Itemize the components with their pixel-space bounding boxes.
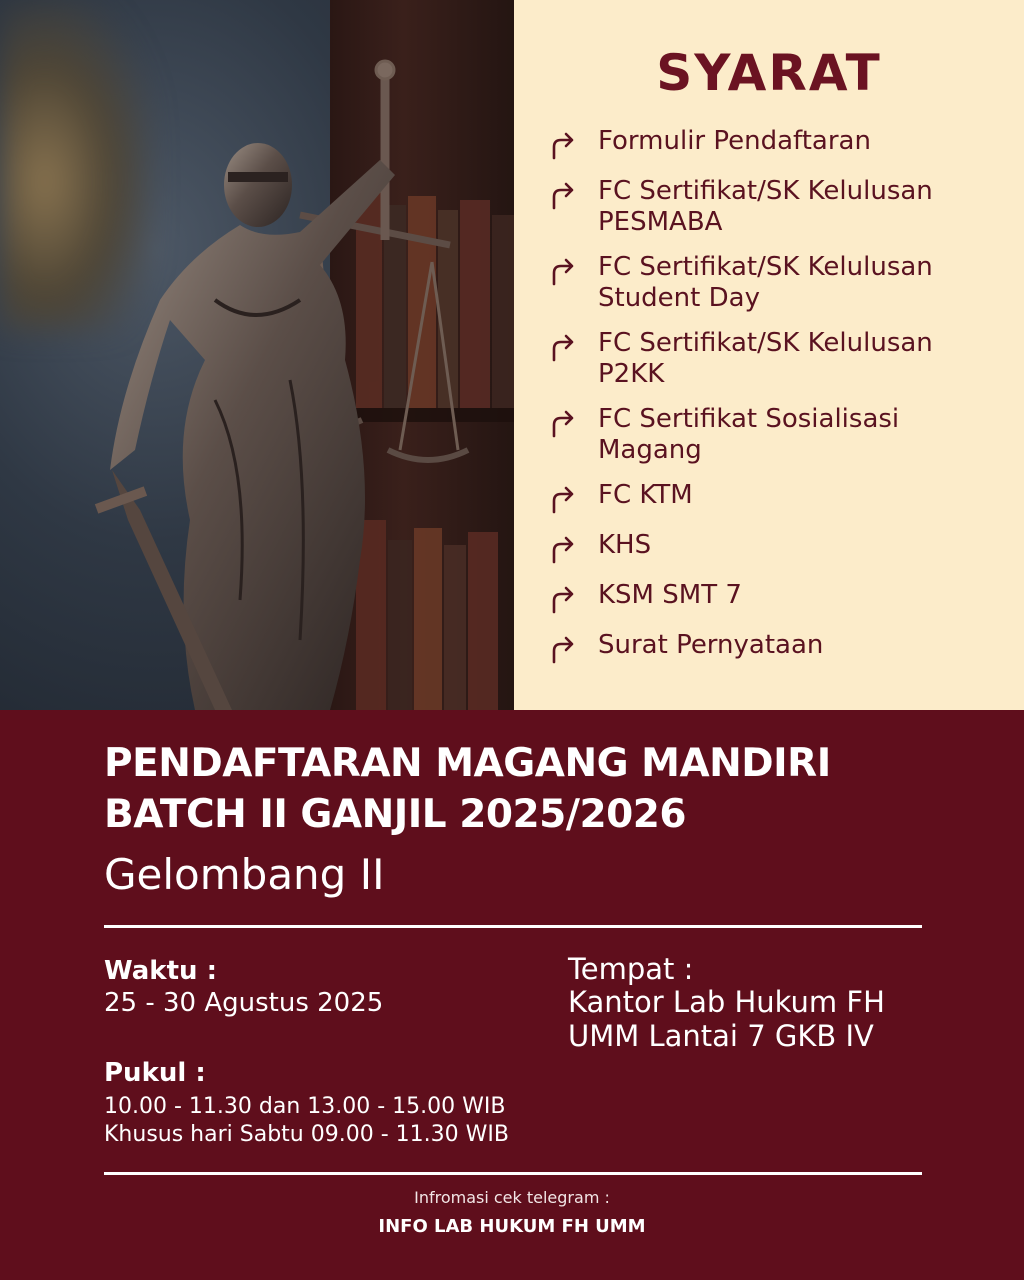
requirement-text: FC KTM: [598, 480, 693, 510]
arrow-turn-right-icon: [548, 630, 598, 666]
lady-justice-statue: [0, 0, 514, 710]
list-item: [548, 530, 998, 566]
arrow-turn-right-icon: [548, 404, 598, 440]
telegram-channel-name: INFO LAB HUKUM FH UMM: [378, 1216, 646, 1237]
requirements-title: SYARAT: [656, 44, 882, 102]
requirement-text: FC Sertifikat/SK Kelulusan P2KK: [598, 328, 933, 389]
requirement-text: KSM SMT 7: [598, 580, 742, 610]
arrow-turn-right-icon: [548, 580, 598, 616]
arrow-turn-right-icon: [548, 480, 598, 516]
waktu-value: 25 - 30 Agustus 2025: [104, 988, 384, 1018]
requirement-text: FC Sertifikat/SK Kelulusan Student Day: [598, 252, 933, 313]
list-item: [548, 480, 998, 516]
arrow-turn-right-icon: [548, 530, 598, 566]
requirement-text: KHS: [598, 530, 652, 560]
arrow-turn-right-icon: [548, 328, 598, 364]
requirement-text: Surat Pernyataan: [598, 630, 824, 660]
list-item: [548, 328, 998, 390]
requirement-text: FC Sertifikat/SK Kelulusan PESMABA: [598, 176, 933, 237]
tempat-value: Kantor Lab Hukum FH UMM Lantai 7 GKB IV: [568, 985, 885, 1053]
requirement-text: Formulir Pendaftaran: [598, 126, 871, 156]
requirements-panel: [514, 0, 1024, 710]
lady-justice-photo: [0, 0, 514, 710]
divider: [104, 1172, 922, 1175]
list-item: [548, 404, 998, 466]
arrow-turn-right-icon: [548, 126, 598, 162]
list-item: [548, 126, 998, 162]
arrow-turn-right-icon: [548, 176, 598, 212]
pukul-line-1: 10.00 - 11.30 dan 13.00 - 15.00 WIB: [104, 1094, 506, 1119]
pukul-line-2: Khusus hari Sabtu 09.00 - 11.30 WIB: [104, 1122, 509, 1147]
list-item: [548, 580, 998, 616]
list-item: [548, 176, 998, 238]
arrow-turn-right-icon: [548, 252, 598, 288]
footer-note: Infromasi cek telegram :: [414, 1188, 610, 1207]
page-subtitle: Gelombang II: [104, 850, 385, 899]
list-item: [548, 252, 998, 314]
requirement-text: FC Sertifikat Sosialisasi Magang: [598, 404, 900, 465]
pukul-label: Pukul :: [104, 1058, 206, 1088]
page-title: PENDAFTARAN MAGANG MANDIRI BATCH II GANJIL 2025/2026: [104, 741, 831, 837]
tempat-label: Tempat :: [568, 952, 694, 986]
waktu-label: Waktu :: [104, 956, 217, 986]
list-item: [548, 630, 998, 666]
divider: [104, 925, 922, 928]
requirements-list: [548, 126, 998, 680]
